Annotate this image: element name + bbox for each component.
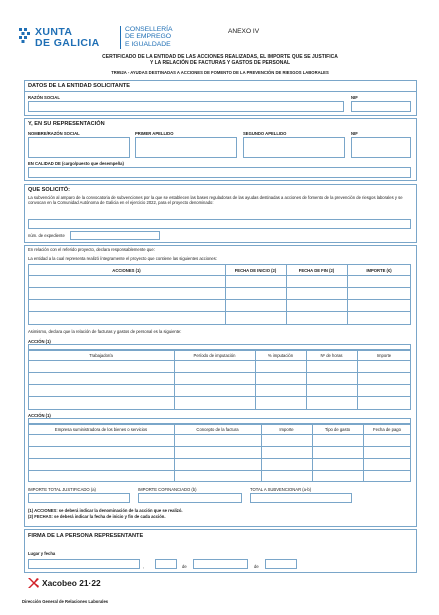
month-input[interactable] — [193, 559, 248, 569]
nif-input[interactable] — [351, 101, 411, 112]
capacity-label: EN CALIDAD DE (cargo/puesto que desempeña) — [28, 161, 124, 166]
payment-date-header: Fecha de pago — [373, 427, 401, 432]
request-section-title: QUE SOLICITÓ: — [28, 187, 70, 193]
col-divider — [306, 350, 307, 410]
row-divider — [28, 446, 411, 447]
year-input[interactable] — [265, 559, 297, 569]
note-1: (1) ACCIONES: se deberá indicar la denominación de la acción que se realizó. — [28, 508, 183, 513]
col-divider — [347, 264, 348, 325]
file-number-input[interactable] — [70, 231, 160, 240]
total-justified-label: IMPORTE TOTAL JUSTIFICADO (a) — [28, 487, 96, 492]
end-date-header: FECHA DE FIN (2) — [298, 268, 335, 273]
col-divider — [174, 424, 175, 482]
request-text: La subvención al amparo de la convocatoria de subvenciones por la que se establecen las bases reguladoras de las ayudas destinadas a acciones de fomento de la prevención de riesgos laborales y se convocan en la Comunidad Autónoma de Galicia en el ejercicio 2022, para el proyecto denominado: — [28, 195, 403, 206]
row-divider — [28, 287, 411, 288]
day-input[interactable] — [155, 559, 177, 569]
representative-section-title: Y, EN SU REPRESENTACIÓN — [28, 121, 105, 127]
supplier-header: Empresa suministradora de los bienes o servicios — [54, 427, 148, 432]
logo-conselleria — [125, 26, 173, 48]
col-divider — [225, 264, 226, 325]
amount-header: IMPORTE (€) — [366, 268, 392, 273]
first-surname-input[interactable] — [135, 137, 237, 158]
expense-type-header: Tipo de gasto — [324, 427, 351, 432]
divider — [24, 91, 417, 92]
de-label-2: de — [254, 564, 259, 569]
logo-xunta — [35, 27, 100, 48]
row-divider — [28, 360, 411, 361]
row-divider — [28, 434, 411, 435]
col-divider — [286, 264, 287, 325]
cofinanced-label: IMPORTE COFINANCIADO (b) — [138, 487, 197, 492]
first-surname-label: PRIMER APELLIDO — [135, 131, 174, 136]
nif-label: NIF — [351, 95, 358, 100]
col-divider — [363, 424, 364, 482]
percent-header: % imputación — [267, 353, 294, 358]
declaration-line2: La entidad a la cual representa realizó íntegramente el proyecto que contiene las siguientes acciones: — [28, 256, 218, 261]
row-divider — [28, 470, 411, 471]
rep-nif-input[interactable] — [351, 137, 411, 158]
annex-label: ANEXO IV — [228, 28, 260, 35]
conselleria-line-3: E IGUALDADE — [125, 40, 171, 48]
place-date-label: Lugar y fecha — [28, 551, 56, 556]
note-2: (2) FECHAS: se deberá indicar la fecha de inicio y fin de cada acción. — [28, 514, 166, 519]
name-input[interactable] — [28, 137, 130, 158]
de-label-1: de — [182, 564, 187, 569]
signature-section-title: FIRMA DE LA PERSONA REPRESENTANTE — [28, 533, 144, 539]
name-label: NOMBRE/RAZÓN SOCIAL — [28, 131, 80, 136]
action-label-2: ACCIÓN (1) — [28, 413, 51, 418]
row-divider — [28, 396, 411, 397]
entity-section-title: DATOS DE LA ENTIDAD SOLICITANTE — [28, 83, 131, 89]
file-number-label: núm. de expediente — [28, 233, 65, 238]
row-divider — [28, 372, 411, 373]
conselleria-line-2: DE EMPREGO — [125, 33, 172, 41]
rep-nif-label: NIF — [351, 131, 358, 136]
razon-social-label: RAZÓN SOCIAL — [28, 95, 60, 100]
title-line-2: Y LA RELACIÓN DE FACTURAS Y GASTOS DE PERSONAL — [149, 60, 291, 66]
logo-line-2: DE GALICIA — [35, 36, 100, 49]
document-title — [30, 54, 410, 66]
logo-divider — [120, 26, 121, 49]
logo-line-1: XUNTA — [35, 26, 73, 38]
xacobeo-brand: Xacobeo 21·22 — [42, 578, 101, 588]
second-surname-label: SEGUNDO APELLIDO — [243, 131, 287, 136]
row-divider — [28, 384, 411, 385]
xunta-emblem-icon — [18, 27, 32, 47]
supplier-table — [28, 424, 411, 482]
cofinanced-input[interactable] — [138, 493, 242, 503]
start-date-header: FECHA DE INICIO (2) — [234, 268, 277, 273]
total-subsidy-label: TOTAL A SUBVENCIONAR (a-b) — [250, 487, 312, 492]
row-divider — [28, 311, 411, 312]
total-subsidy-input[interactable] — [250, 493, 352, 503]
period-header: Período de imputación — [193, 353, 236, 358]
importe-header: Importe — [376, 353, 392, 358]
col-divider — [357, 350, 358, 410]
project-name-input[interactable] — [28, 219, 411, 229]
place-input[interactable] — [28, 559, 140, 569]
row-divider — [28, 275, 411, 276]
department-name: Dirección General de Relaciones Laborales — [22, 599, 109, 604]
supplier-amount-header: Importe — [279, 427, 294, 432]
col-divider — [174, 350, 175, 410]
invoices-intro: Asimismo, declara que la relación de facturas y gastos de personal es la siguiente: — [28, 329, 182, 334]
row-divider — [28, 299, 411, 300]
action-label-1: ACCIÓN (1) — [28, 339, 51, 344]
row-divider — [28, 458, 411, 459]
second-surname-input[interactable] — [243, 137, 345, 158]
worker-header: Trabajador/a — [89, 353, 113, 358]
declaration-intro: En relación con el referido proyecto, declara responsablemente que: — [28, 247, 155, 252]
document-subtitle: TR952A - AYUDAS DESTINADAS A ACCIONES DE FOMENTO DE LA PREVENCIÓN DE RIESGOS LABORALES — [111, 70, 329, 75]
personnel-table — [28, 350, 411, 410]
col-divider — [312, 424, 313, 482]
actions-header: ACCIONES (1) — [112, 268, 141, 273]
title-line-1: CERTIFICADO DE LA ENTIDAD DE LAS ACCIONES REALIZADAS, EL IMPORTE QUE SE JUSTIFICA — [102, 54, 338, 60]
col-divider — [255, 350, 256, 410]
capacity-input[interactable] — [28, 167, 411, 178]
comma-separator: , — [143, 564, 145, 569]
hours-header: Nº de horas — [320, 353, 343, 358]
conselleria-line-1: CONSELLERÍA — [125, 26, 173, 33]
total-justified-input[interactable] — [28, 493, 130, 503]
col-divider — [261, 424, 262, 482]
actions-table — [28, 264, 411, 325]
concept-header: Concepto de la factura — [196, 427, 239, 432]
xacobeo-logo-icon — [26, 576, 40, 590]
razon-social-input[interactable] — [28, 101, 344, 112]
